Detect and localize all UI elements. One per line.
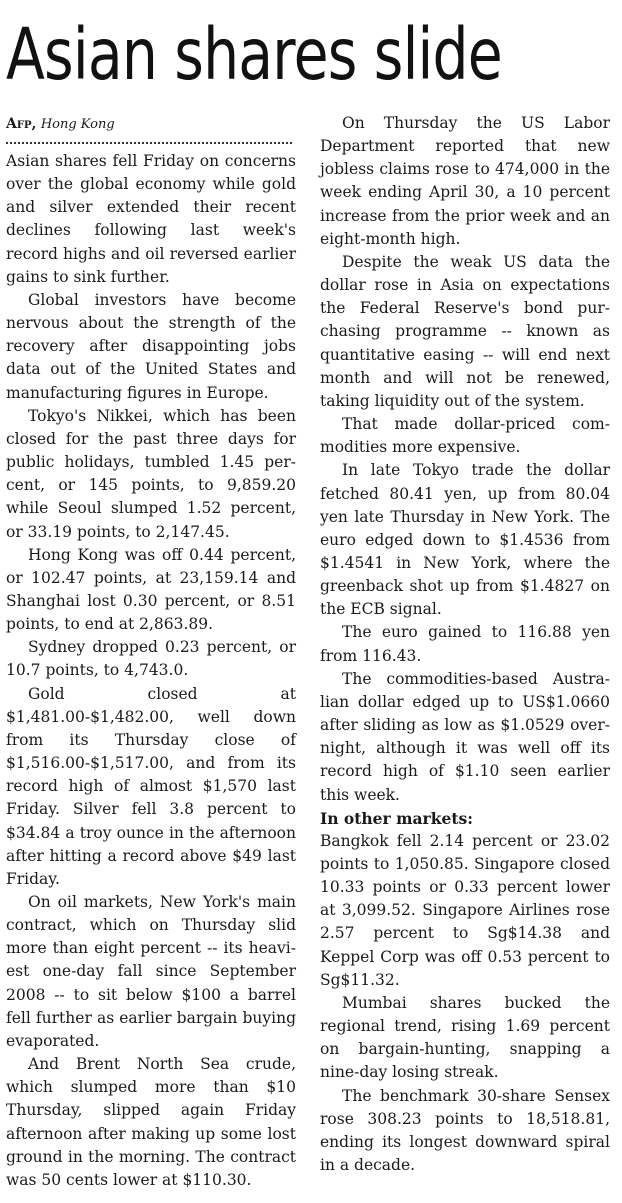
paragraph: And Brent North Sea crude, which slumped more than $10 Thursday, slipped again Friday afternoon after making up some lost ground in the morning. The contract was 50 cents lower at $110.30. (6, 1055, 296, 1189)
byline (6, 113, 296, 136)
subheading: In other markets: (320, 808, 473, 828)
paragraph: Global investors have become nervous about the strength of the recovery after disappointing jobs data out of the United States and manufacturing figures in Europe. (6, 290, 296, 402)
right-column (320, 112, 610, 1177)
paragraph: On oil markets, New York's main contract, which on Thursday slid more than eight percent -- its heaviest one-day fall since September 2008 -- to sit below $100 a barrel fell further as earlier bargain buying evaporated. (6, 893, 296, 1050)
byline-location: Hong Kong (40, 117, 115, 132)
paragraph: Sydney dropped 0.23 percent, or 10.7 points, to 4,743.0. (6, 638, 296, 680)
paragraph: The commodities-based Australian dollar edged up to US$1.0660 after sliding as low as $1.0529 overnight, although it was well off its record high of $1.10 seen earlier this week. (320, 669, 610, 804)
byline-agency: Afp, (6, 116, 37, 132)
paragraph: Mumbai shares bucked the regional trend, rising 1.69 percent on bargain-hunting, snapping a nine-day losing streak. (320, 993, 610, 1082)
dotted-divider (6, 142, 292, 144)
paragraph: On Thursday the US Labor Department reported that new jobless claims rose to 474,000 in the week ending April 30, a 10 percent increase from the prior week and an eight-month high. (320, 114, 610, 248)
paragraph: That made dollar-priced commodities more expensive. (320, 415, 610, 457)
left-column (6, 113, 296, 1192)
paragraph: The benchmark 30-share Sensex rose 308.23 points to 18,518.81, ending its longest downward spiral in a decade. (320, 1086, 610, 1175)
paragraph: Gold closed at $1,481.00-$1,482.00, well down from its Thursday close of $1,516.00-$1,517.00, and from its record high of almost $1,570 last Friday. Silver fell 3.8 percent to $34.84 a troy ounce in the afternoon after hitting a record above $49 last Friday. (6, 684, 296, 888)
paragraph: Hong Kong was off 0.44 percent, or 102.47 points, at 23,159.14 and Shanghai lost 0.30 percent, or 8.51 points, to end at 2,863.89. (6, 545, 296, 634)
paragraph: Tokyo's Nikkei, which has been closed for the past three days for public holidays, tumbled 1.45 percent, or 145 points, to 9,859.20 while Seoul slumped 1.52 percent, or 33.19 points, to 2,147.45. (6, 406, 296, 541)
headline: Asian shares slide (6, 13, 502, 96)
paragraph: Despite the weak US data the dollar rose in Asia on expectations the Federal Reserve's bond purchasing programme -- known as quantitative easing -- will end next month and will not be renewed, taking liquidity out of the system. (320, 252, 610, 410)
paragraph: In late Tokyo trade the dollar fetched 80.41 yen, up from 80.04 yen late Thursday in New York. The euro edged down to $1.4536 from $1.4541 in New York, where the greenback shot up from $1.4827 on the ECB signal. (320, 461, 610, 619)
paragraph: The euro gained to 116.88 yen from 116.43. (320, 623, 610, 665)
paragraph: Bangkok fell 2.14 percent or 23.02 points to 1,050.85. Singapore closed 10.33 points or 0.33 percent lower at 3,099.52. Singapore Airlines rose 2.57 percent to Sg$14.38 and Keppel Corp was off 0.53 percent to Sg$11.32. (320, 831, 610, 989)
paragraph: Asian shares fell Friday on concerns over the global economy while gold and silver extended their recent declines following last week's record highs and oil reversed earlier gains to sink further. (6, 152, 296, 286)
